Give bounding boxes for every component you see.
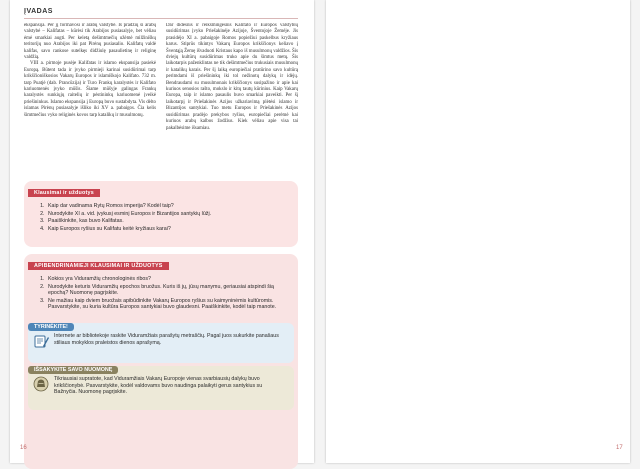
questions-box [24, 181, 298, 247]
summary-box-title: APIBENDRINAMIEJI KLAUSIMAI IR UŽDUOTYS [28, 262, 169, 270]
paragraph: VIII a. pirmoje pusėje Kalifatas ir islamo ekspansija pasiekė Europą. Būtent tada ir įvyko pirmieji karinai susidūrimai tarp krikščioniškosios Vakarų Europos ir islamiškojo Kalifato. 732 m. tarp Puatjė (dab. Prancūzija) ir Turo Frankų karalystės ir Kalifato kariuomenės įvyko mūšis. Šiame mūšyje galingas Frankų karalystės sunkiųjų raitelių ir pėstininkų kariuomenė įveikė priešininkus. Islamo ekspansija į Europą buvo sustabdyta. Vis dėlto islamas Pirėnų pusiasalyje išliko iki XV a. pabaigos. Čia kelis šimtmečius vyko religinės kovos tarp katalikų ir musulmonų. [24, 61, 156, 118]
research-box [28, 323, 294, 363]
knight-helmet-icon [33, 376, 49, 392]
opinion-box-title: IŠSAKYKITE SAVO NUOMONĘ [28, 366, 118, 374]
question-item: 2. Nurodykite XI a. vid. įvykusį esminį Europos ir Bizantijos santykių lūžį. [46, 211, 290, 218]
paragraph: ekspansija. Per jį formavosi ir arabų valstybė. Iš pradžių ši arabų valstybė – Kalifatas – kūrėsi tik Arabijos pusiasalyje, bet vėliau ėmė smarkiai augti. Per keletą dešimtmečių užėmė milžiniškų teritorijų nuo Arabijos iki pat Pirėnų pusiasalio. Kalifatų valdė kalifas, savo rankose sutelkęs didžiulę pasaulietinę ir religinę valdžią. [24, 23, 156, 61]
summary-item: 1. Kokios yra Viduramžių chronologinės ribos? [46, 276, 290, 283]
summary-item: 3. Ne mažiau kaip dviem bruožais apibūdinkite Vakarų Europos ryšius su kaimyninėmis kultūromis. Pasvarstykite, su kuria kultūra Europos santykiai buvo glaudesni. Paaiškinkite, kodėl taip manote. [46, 298, 290, 311]
question-item: 1. Kaip dar vadinama Rytų Romos imperija? Kodėl taip? [46, 203, 290, 210]
research-box-text: Internete ar bibliotekoje raskite Viduramžiais parašytų metraščių. Pagal juos sukurkite panašaus stiliaus mokyklos praleistos dienos aprašymą. [54, 333, 279, 346]
header-divider [24, 18, 298, 19]
questions-box-title: Klausimai ir užduotys [28, 189, 100, 197]
right-page [326, 0, 630, 463]
summary-box [24, 254, 298, 469]
pen-and-paper-icon [33, 333, 49, 349]
body-columns [24, 23, 298, 173]
page-number-right: 17 [616, 445, 623, 451]
questions-list [46, 203, 290, 232]
left-page [10, 0, 314, 463]
research-box-title: TYRINĖKITE! [28, 323, 74, 331]
page-number-left: 16 [20, 445, 27, 451]
summary-item: 2. Nurodykite keturis Viduramžių epochos bruožus. Kuris iš jų, jūsų manymu, geriausiai atspindi šią epochą? Nuomonę pagrįskite. [46, 284, 290, 297]
section-tab: ĮVADAS [24, 8, 53, 15]
opinion-box-text: Tikriausiai supratote, kad Viduramžiais Vakarų Europoje vienas svarbiausių dalykų buvo krikščionybė. Pasvarstykite, kodėl valdovams buvo naudinga palaikyti gerus santykius su Bažnyčia. Nuomonę pagrįskite. [54, 376, 263, 396]
text-column-left [24, 23, 156, 173]
question-item: 3. Paaiškinkite, kas buvo Kalifatas. [46, 218, 290, 225]
text-column-right [166, 23, 298, 173]
opinion-box [28, 366, 294, 410]
summary-list [46, 276, 290, 311]
paragraph: Dar didesnis ir reikšmingesnis Kalifato ir Europos valstybių susidūrimas įvyko Priešakinėje Azijoje, Šventojoje Žemėje. Jis prasidėjo XI a. pabaigoje Romos popiežiui paskelbus kryžiaus karus. Stiprūs tikintys Vakarų Europos krikščionys keliavo į Šventąją Žemę išvaduoti Kristaus kapo iš musulmonų valdžios. Šis dviejų kultūrų susidūrimas truko apie du šimtus metų. Šis laikotarpis paženklintas ne tik dešimtmečius trukusiais musulmonų ir katalikų karais. Per šį laiką europiečiai pratūrino savo kultūrą perimdami iš priešininkų iki tol nežinotų dalykų ir idėjų. Bendraudami su musulmonais krikščionys susipažino ir apie kai kuriuos senosios rašto, mokslo ir kitų tautų kūrinius. Kaip Vakarų Europa, taip ir islamo pasaulis buvo smarkiai paveikti. Per šį laikotarpį ir Priešakinės Azijos užkariavimą plėtėsi islamo ir Bizantijos santykiai. Tuo metu Europos ir Priešakinės Azijos susidūrimas pradėjo prekybos ryšius, europiečiai perėmė kai kuriuos arabų kalbos žodžius. Kiek vėliau apie visa tai pakalbėsime išsamiau. [166, 23, 298, 131]
question-item: 4. Kaip Europos ryšius su Kalifatu keitė kryžiaus karai? [46, 226, 290, 233]
